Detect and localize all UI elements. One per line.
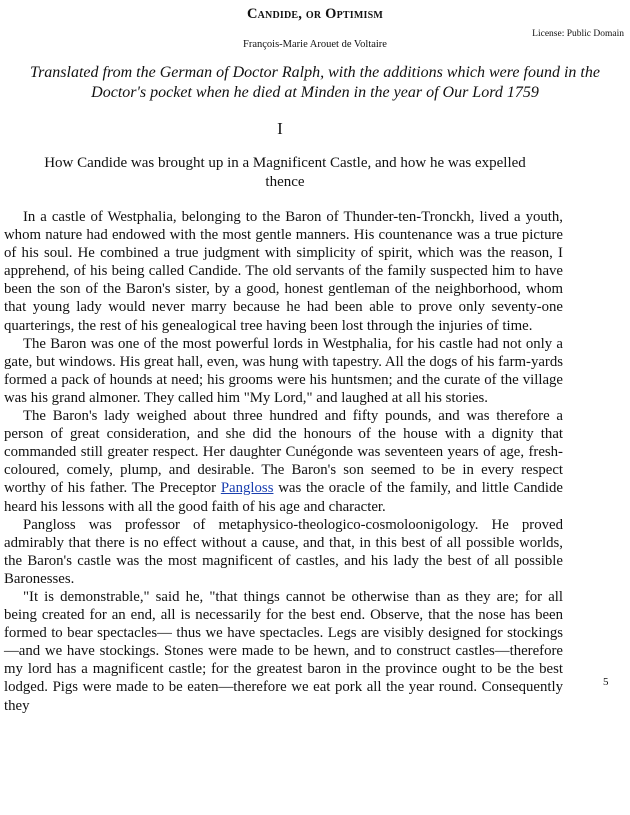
pangloss-link[interactable]: Pangloss [220,480,274,497]
author-name: François-Marie Arouet de Voltaire [243,39,387,50]
paragraph-4: Pangloss was professor of metaphysico-theologico-cosmoloonigology. He proved admirably that there is no effect without a cause, and that, in this best of all possible worlds, the Baron's castle was the most magnificent of castles, and his lady the best of all possible Baronesses. [4,516,563,587]
paragraph-3-start: The Baron's lady weighed about three hundred and fifty pounds, and was therefore a person of great consideration, and she did the honours of the house with a dignity that commanded still greater respect. Her daughter Cunégonde was seventeen years of age, fresh-coloured, comely, plump, and desirable. The Baron's son seemed to be in every respect worthy of his father. The Preceptor [4,408,563,497]
chapter-body [4,208,563,715]
paragraph-5: "It is demonstrable," said he, "that things cannot be otherwise than as they are; for all being created for an end, all is necessarily for the best end. Observe, that the nose has been formed to bear spectacles— thus we have spectacles. Legs are visibly designed for stockings—and we have stockings. Stones were made to be hewn, and to construct castles—therefore my lord has a magnificent castle; for the greatest baron in the province ought to be the best lodged. Pigs were made to be eaten—therefore we eat pork all the year round. Consequently they [4,588,563,714]
translation-subtitle: Translated from the German of Doctor Ralph, with the additions which were found in the Doctor's pocket when he died at Minden in the year of Our Lord 1759 [30,64,600,101]
chapter-number: I [277,119,283,138]
book-title: Candide, or Optimism [246,6,384,22]
license-note: License: Public Domain [532,29,624,39]
page-number: 5 [603,676,609,688]
paragraph-2: The Baron was one of the most powerful lords in Westphalia, for his castle had not only a gate, but windows. His great hall, even, was hung with tapestry. All the dogs of his farm-yards formed a pack of hounds at need; his grooms were his huntsmen; and the curate of the village was his grand almoner. They called him "My Lord," and laughed at all his stories. [4,335,563,406]
paragraph-3 [4,407,563,516]
paragraph-1: In a castle of Westphalia, belonging to the Baron of Thunder-ten-Tronckh, lived a youth, whom nature had endowed with the most gentle manners. His countenance was a true picture of his soul. He combined a true judgment with simplicity of spirit, which was the reason, I apprehend, of his being called Candide. The old servants of the family suspected him to have been the son of the Baron's sister, by a good, honest gentleman of the neighborhood, whom that young lady would never marry because he had been able to prove only seventy-one quarterings, the rest of his genealogical tree having been lost through the injuries of time. [4,209,563,334]
paragraph-3-end: was the oracle of the family, and little Candide heard his lessons with all the good faith of his age and character. [4,480,563,515]
chapter-title: How Candide was brought up in a Magnificent Castle, and how he was expelled thence [44,155,526,190]
